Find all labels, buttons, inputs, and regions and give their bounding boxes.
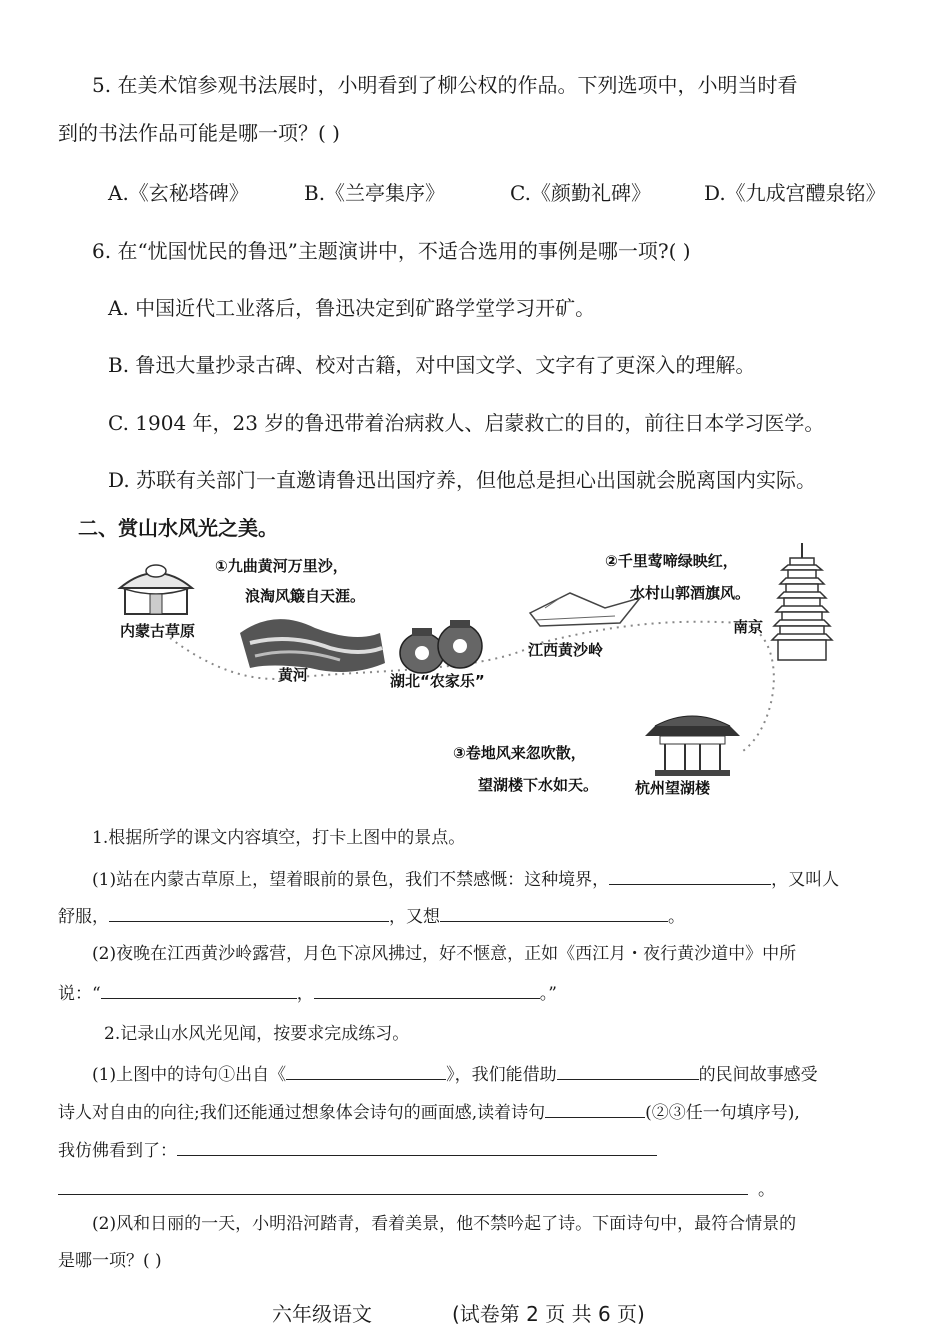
place-huanghe: 黄河	[278, 666, 309, 684]
poem2-line1: ②千里莺啼绿映红，	[605, 552, 738, 570]
hills-fields-icon	[530, 593, 640, 626]
q5-option-a[interactable]: A.《玄秘塔碑》	[108, 181, 249, 205]
q6-option-d[interactable]: D. 苏联有关部门一直邀请鲁迅出国疗养，但他总是担心出国就会脱离国内实际。	[108, 468, 817, 492]
q6-option-c[interactable]: C. 1904 年，23 岁的鲁迅带着治病救人、启蒙救亡的目的，前往日本学习医学。	[108, 411, 825, 435]
task1-q2-line2	[58, 980, 557, 1006]
q5-option-d[interactable]: D.《九成宫醴泉铭》	[704, 181, 886, 205]
answer-blank-2[interactable]	[109, 903, 389, 922]
q6-stem: 6. 在“忧国忧民的鲁迅”主题演讲中，不适合选用的事例是哪一项?( )	[92, 239, 691, 263]
task1-q1-text-e: 。	[668, 907, 685, 927]
answer-blank-4[interactable]	[101, 980, 297, 999]
footer-page-number: (试卷第 2 页 共 6 页)	[452, 1302, 645, 1326]
task1-q1-line2	[58, 903, 685, 929]
task2-q1-line4	[58, 1176, 775, 1202]
task2-q1-line2	[58, 1099, 800, 1125]
footer-subject: 六年级语文	[272, 1302, 372, 1326]
task1-q1-text-b: ，又叫人	[771, 870, 840, 890]
task1-q1-line1	[92, 866, 839, 892]
task2-title: 2.记录山水风光见闻，按要求完成练习。	[104, 1024, 410, 1044]
task2-q2-line1: (2)风和日丽的一天，小明沿河踏青，看着美景，他不禁吟起了诗。下面诗句中，最符合情景的	[92, 1214, 797, 1234]
answer-blank-6[interactable]	[286, 1061, 446, 1080]
poem1-line2: 浪淘风簸自天涯。	[245, 587, 366, 605]
answer-blank-8[interactable]	[545, 1099, 645, 1118]
task1-q1-text-c: 舒服，	[58, 907, 109, 927]
q5-stem-line2: 到的书法作品可能是哪一项？( )	[58, 121, 340, 145]
task2-q1-text-b: 》，我们能借助	[446, 1065, 557, 1085]
travel-map-illustration	[100, 538, 840, 803]
yurt-icon	[120, 565, 192, 614]
task2-q1-line1	[92, 1061, 818, 1087]
poem3-line1: ③卷地风来忽吹散，	[453, 744, 586, 762]
task1-q1-text-a: (1)站在内蒙古草原上，望着眼前的景色，我们不禁感慨：这种境界，	[92, 870, 610, 890]
place-neimeng: 内蒙古草原	[120, 622, 196, 640]
q6-option-b[interactable]: B. 鲁迅大量抄录古碑、校对古籍，对中国文学、文字有了更深入的理解。	[108, 353, 756, 377]
task2-q2-line2: 是哪一项？( )	[58, 1251, 162, 1271]
poem2-line2: 水村山郭酒旗风。	[630, 584, 751, 602]
answer-blank-10[interactable]	[58, 1176, 748, 1195]
q6-option-a[interactable]: A. 中国近代工业落后，鲁迅决定到矿路学堂学习开矿。	[108, 296, 596, 320]
yellow-river-icon	[240, 619, 385, 672]
task2-q1-text-c: 的民间故事感受	[698, 1065, 818, 1085]
wine-jars-icon	[400, 620, 482, 673]
q5-option-b[interactable]: B.《兰亭集序》	[304, 181, 446, 205]
answer-blank-3[interactable]	[440, 903, 668, 922]
task1-q1-text-d: ，又想	[389, 907, 440, 927]
task1-q2-text-b: 说：“	[58, 984, 101, 1004]
task2-q1-text-d: 诗人对自由的向往;我们还能通过想象体会诗句的画面感,读着诗句	[58, 1103, 546, 1123]
place-hangzhou: 杭州望湖楼	[635, 779, 711, 797]
place-hubei: 湖北“农家乐”	[390, 672, 485, 690]
poem3-line2: 望湖楼下水如天。	[478, 776, 599, 794]
task1-q2-text-d: 。”	[539, 984, 557, 1004]
task1-q2-line1: (2)夜晚在江西黄沙岭露营，月色下凉风拂过，好不惬意，正如《西江月・夜行黄沙道中》中所	[92, 944, 797, 964]
pagoda-icon	[772, 543, 832, 660]
task2-q1-text-a: (1)上图中的诗句①出自《	[92, 1065, 287, 1085]
q5-option-c[interactable]: C.《颜勤礼碑》	[510, 181, 651, 205]
task2-q1-text-g: 。	[758, 1180, 775, 1200]
poem1-line1: ①九曲黄河万里沙，	[215, 557, 348, 575]
task2-q1-line3	[58, 1137, 657, 1163]
answer-blank-5[interactable]	[314, 980, 540, 999]
task1-q2-text-c: ，	[296, 984, 314, 1004]
task2-q1-text-f: 我仿佛看到了：	[58, 1141, 177, 1161]
place-jiangxi: 江西黄沙岭	[528, 641, 604, 659]
q5-stem-line1: 5. 在美术馆参观书法展时，小明看到了柳公权的作品。下列选项中，小明当时看	[92, 73, 798, 97]
answer-blank-1[interactable]	[609, 866, 771, 885]
answer-blank-7[interactable]	[557, 1061, 699, 1080]
task2-q1-text-e: (②③任一句填序号),	[645, 1103, 800, 1123]
place-nanjing: 南京	[733, 618, 764, 636]
section2-heading: 二、赏山水风光之美。	[78, 516, 278, 540]
task1-title: 1.根据所学的课文内容填空，打卡上图中的景点。	[92, 828, 466, 848]
pavilion-icon	[645, 716, 740, 776]
answer-blank-9[interactable]	[177, 1137, 657, 1156]
